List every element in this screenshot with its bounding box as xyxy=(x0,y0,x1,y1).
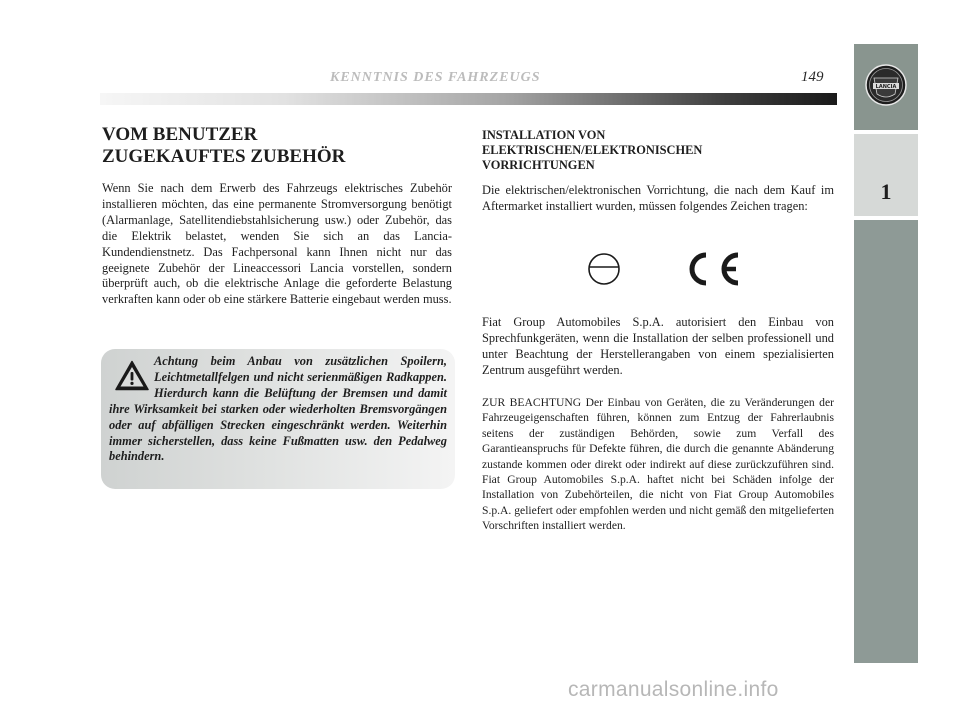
installation-paragraph: Die elektrischen/elektronischen Vorrichtung, die nach dem Kauf im Aftermarket installiert wurden, müssen folgendes Zeichen tragen: xyxy=(482,183,834,213)
note-text: Der Einbau von Geräten, die zu Veränderungen der Fahrzeugeigenschaften führen, können zum Entzug der Fahrerlaubnis seitens der zuständigen Behörden, sowie zum Verfall des Garantieanspruchs für Defekte führen, die durch die genannte Abänderung zustande kommen oder direkt oder indirekt auf diese zurückzuführen sind. Fiat Group Automobiles S.p.A. haftet nicht bei Schäden infolge der Installation von Zubehörteilen, die nicht von Fiat Group Automobiles S.p.A. geliefert oder empfohlen werden und nicht gemäß den mitgelieferten Vorschriften installiert werden. xyxy=(482,396,834,533)
note-paragraph xyxy=(482,395,834,534)
e-mark-icon xyxy=(589,254,619,284)
page-number: 149 xyxy=(801,69,824,85)
watermark: carmanualsonline.info xyxy=(568,678,779,701)
accessories-paragraph: Wenn Sie nach dem Erwerb des Fahrzeugs elektrisches Zubehör installieren möchten, das eine permanente Stromversorgung benötigt (Alarmanlage, Satellitendiebstahlsicherung usw.) oder Zubehör, das die Elektrik belastet, wenden Sie sich an das Lancia-Kundendienstnetz. Das Fachpersonal kann Ihnen nicht nur das geeignete Zubehör der Lineaccessori Lancia vorstellen, sondern überprüft auch, ob die elektrische Anlage die geforderte Belastung verkraften kann oder ob eine stärkere Batterie eingebaut werden muss. xyxy=(102,181,452,307)
approval-symbols xyxy=(586,251,746,287)
logo-box xyxy=(854,44,918,130)
running-header-title: KENNTNIS DES FAHRZEUGS xyxy=(330,70,541,85)
chapter-side-tab xyxy=(854,44,918,663)
warning-box xyxy=(101,349,455,489)
warning-text: Achtung beim Anbau von zusätzlichen Spoilern, Leichtmetallfelgen und nicht serienmäßigen Radkappen. Hierdurch kann die Belüftung der Bremsen und damit ihre Wirksamkeit bei starken oder wiederholten Bremsvorgängen oder auf abfälligen Strecken eingeschränkt werden. Weiterhin immer sicherstellen, dass keine Fußmatten usw. den Pedalweg behindern. xyxy=(109,354,447,464)
lancia-logo-icon xyxy=(865,64,907,106)
chapter-number: 1 xyxy=(880,179,892,204)
section-heading-accessories: VOM BENUTZER ZUGEKAUFTES ZUBEHÖR xyxy=(102,124,346,167)
radio-installation-paragraph: Fiat Group Automobiles S.p.A. autorisiert den Einbau von Sprechfunkgeräten, wenn die Installation der selben professionell und unter Beachtung der Herstellerangaben von einem spezialisierten Zentrum ausgeführt werden. xyxy=(482,315,834,377)
ce-mark-icon xyxy=(692,255,738,283)
note-label: ZUR BEACHTUNG xyxy=(482,396,582,409)
svg-text:LANCIA: LANCIA xyxy=(875,84,897,90)
section-heading-installation: INSTALLATION VON ELEKTRISCHEN/ELEKTRONISCHEN VORRICHTUNGEN xyxy=(482,128,703,172)
header-rule xyxy=(100,93,837,105)
